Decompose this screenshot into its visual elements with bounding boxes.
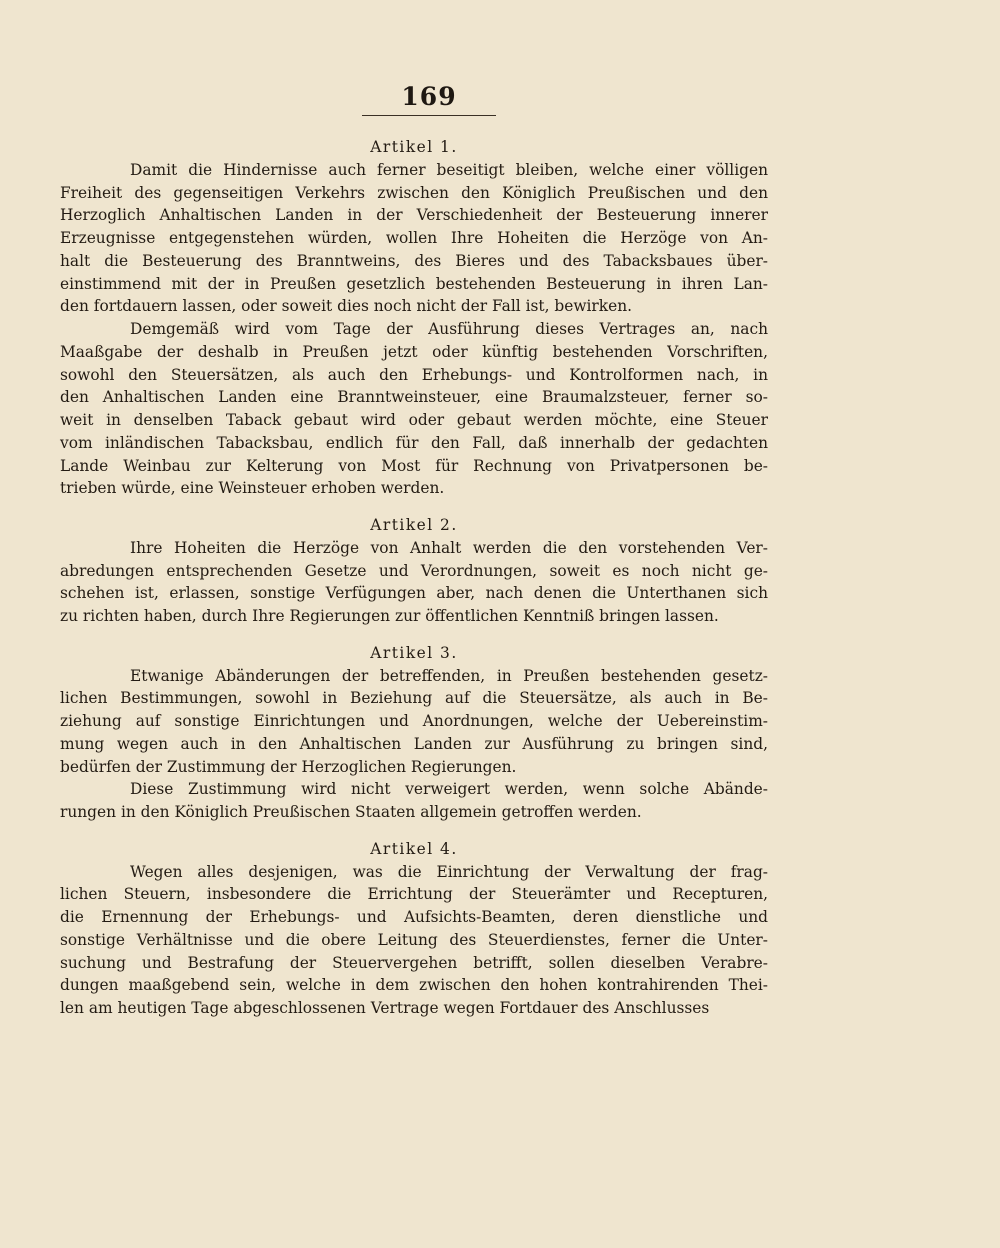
- text-line: len am heutigen Tage abgeschlossenen Vertrage wegen Fortdauer des Anschlusses: [60, 999, 710, 1017]
- text-line: Damit die Hindernisse auch ferner beseitigt bleiben, welche einer völligen: [130, 160, 768, 179]
- text-line: Diese Zustimmung wird nicht verweigert werden, wenn solche Abände-: [130, 780, 768, 799]
- article-paragraph: [60, 778, 768, 824]
- text-line: bedürfen der Zustimmung der Herzoglichen Regierungen.: [60, 757, 517, 776]
- text-line: vom inländischen Tabacksbau, endlich für den Fall, daß innerhalb der gedachten: [60, 433, 768, 452]
- text-line: Lande Weinbau zur Kelterung von Most für Rechnung von Privatpersonen be-: [60, 456, 768, 475]
- text-line: Ihre Hoheiten die Herzöge von Anhalt werden die den vorstehenden Ver-: [130, 538, 768, 557]
- article-paragraph: [60, 665, 768, 779]
- article-heading: Artikel 2.: [370, 516, 458, 534]
- article-heading: Artikel 1.: [370, 138, 458, 156]
- text-line: Herzoglich Anhaltischen Landen in der Verschiedenheit der Besteuerung innerer: [60, 206, 768, 225]
- article-paragraph: [60, 159, 768, 318]
- text-line: sonstige Verhältnisse und die obere Leitung des Steuerdienstes, ferner die Unter-: [60, 930, 768, 949]
- text-line: lichen Steuern, insbesondere die Errichtung der Steuerämter und Recepturen,: [60, 885, 768, 904]
- text-line: dungen maaßgebend sein, welche in dem zwischen den hohen kontrahirenden Thei-: [60, 976, 768, 995]
- text-line: Erzeugnisse entgegenstehen würden, wollen Ihre Hoheiten die Herzöge von An-: [60, 229, 768, 247]
- page-number: 169: [401, 82, 457, 111]
- page-number-rule: [362, 82, 496, 116]
- text-line: den Anhaltischen Landen eine Branntweinsteuer, eine Braumalzsteuer, ferner so-: [60, 388, 768, 407]
- text-line: halt die Besteuerung des Branntweins, des Bieres und des Tabacksbaues über-: [60, 251, 768, 270]
- text-line: ziehung auf sonstige Einrichtungen und Anordnungen, welche der Uebereinstim-: [60, 712, 768, 730]
- text-line: trieben würde, eine Weinsteuer erhoben werden.: [60, 479, 445, 498]
- article-paragraph: [60, 861, 768, 1020]
- text-line: rungen in den Königlich Preußischen Staaten allgemein getroffen werden.: [60, 803, 642, 821]
- article-heading: Artikel 3.: [370, 643, 458, 662]
- text-line: Wegen alles desjenigen, was die Einrichtung der Verwaltung der frag-: [130, 862, 768, 881]
- article-paragraph: [60, 318, 768, 500]
- article-heading: Artikel 4.: [370, 839, 458, 858]
- text-line: Etwanige Abänderungen der betreffenden, in Preußen bestehenden gesetz-: [130, 666, 768, 685]
- text-line: mung wegen auch in den Anhaltischen Landen zur Ausführung zu bringen sind,: [60, 734, 768, 753]
- text-line: weit in denselben Taback gebaut wird oder gebaut werden möchte, eine Steuer: [60, 411, 768, 429]
- text-line: lichen Bestimmungen, sowohl in Beziehung auf die Steuersätze, als auch in Be-: [60, 689, 768, 708]
- text-line: den fortdauern lassen, oder soweit dies noch nicht der Fall ist, bewirken.: [60, 297, 633, 316]
- article-paragraph: [60, 537, 768, 628]
- text-line: abredungen entsprechenden Gesetze und Verordnungen, soweit es noch nicht ge-: [60, 561, 768, 580]
- text-line: Demgemäß wird vom Tage der Ausführung dieses Vertrages an, nach: [130, 320, 768, 338]
- text-line: suchung und Bestrafung der Steuervergehen betrifft, sollen dieselben Verabre-: [60, 953, 768, 972]
- text-line: die Ernennung der Erhebungs- und Aufsichts-Beamten, deren dienstliche und: [60, 908, 768, 926]
- text-line: Freiheit des gegenseitigen Verkehrs zwischen den Königlich Preußischen und den: [60, 183, 768, 202]
- text-line: sowohl den Steuersätzen, als auch den Erhebungs- und Kontrolformen nach, in: [60, 365, 768, 384]
- document-body: [60, 136, 768, 1020]
- text-line: schehen ist, erlassen, sonstige Verfügungen aber, nach denen die Unterthanen sich: [60, 584, 768, 603]
- text-line: zu richten haben, durch Ihre Regierungen zur öffentlichen Kenntniß bringen lassen.: [60, 607, 719, 625]
- text-line: einstimmend mit der in Preußen gesetzlich bestehenden Besteuerung in ihren Lan-: [60, 274, 768, 293]
- text-line: Maaßgabe der deshalb in Preußen jetzt oder künftig bestehenden Vorschriften,: [60, 342, 768, 361]
